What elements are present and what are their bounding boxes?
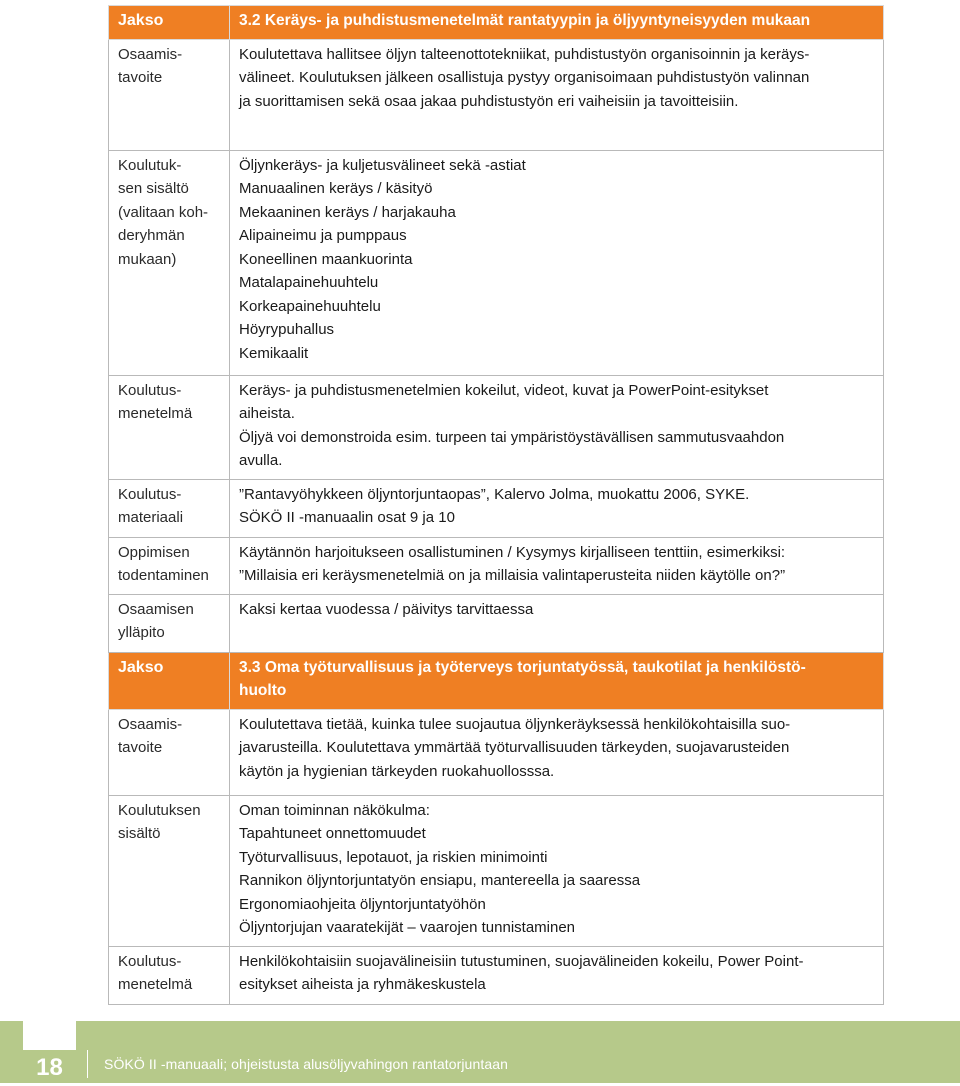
table-row <box>109 594 884 652</box>
section-header-row <box>109 652 884 709</box>
row-content: Koulutettava tietää, kuinka tulee suojautua öljynkeräyksessä henkilökohtaisilla suo- javarusteilla. Koulutettava ymmärtää työturvallisuuden tärkeyden, suojavarusteiden käytön ja hygienian tärkeyden ruokahuollosssa. <box>230 709 884 795</box>
section-header-label: Jakso <box>109 6 230 40</box>
table-row <box>109 150 884 375</box>
table-row <box>109 946 884 1004</box>
section-header-row <box>109 6 884 40</box>
row-content: ”Rantavyöhykkeen öljyntorjuntaopas”, Kalervo Jolma, muokattu 2006, SYKE. SÖKÖ II -manuaalin osat 9 ja 10 <box>230 479 884 537</box>
footer-divider <box>87 1050 88 1078</box>
row-content: Käytännön harjoitukseen osallistuminen / Kysymys kirjalliseen tenttiin, esimerkiksi: ”Millaisia eri keräysmenetelmiä on ja millaisia valintaperusteita niiden käytölle on?” <box>230 537 884 594</box>
row-label: Koulutus- materiaali <box>109 479 230 537</box>
row-content: Kaksi kertaa vuodessa / päivitys tarvittaessa <box>230 594 884 652</box>
course-table <box>108 5 884 1005</box>
table-row <box>109 479 884 537</box>
row-content: Oman toiminnan näkökulma: Tapahtuneet onnettomuudet Työturvallisuus, lepotauot, ja riskien minimointi Rannikon öljyntorjuntatyön ensiapu, mantereella ja saaressa Ergonomiaohjeita öljyntorjuntatyöhön Öljyntorjujan vaaratekijät – vaarojen tunnistaminen <box>230 795 884 946</box>
table-row <box>109 537 884 594</box>
row-content: Öljynkeräys- ja kuljetusvälineet sekä -astiat Manuaalinen keräys / käsityö Mekaaninen keräys / harjakauha Alipaineimu ja pumppaus Koneellinen maankuorinta Matalapainehuuhtelu Korkeapainehuuhtelu Höyrypuhallus Kemikaalit <box>230 150 884 375</box>
footer-title: SÖKÖ II -manuaali; ohjeistusta alusöljyvahingon rantatorjuntaan <box>104 1056 508 1072</box>
row-content: Keräys- ja puhdistusmenetelmien kokeilut, videot, kuvat ja PowerPoint-esitykset aiheista. Öljyä voi demonstroida esim. turpeen tai ympäristöystävällisen sammutusvaahdon avulla. <box>230 375 884 479</box>
section-header-label: Jakso <box>109 652 230 709</box>
row-label: Koulutus- menetelmä <box>109 946 230 1004</box>
section-header-title: 3.2 Keräys- ja puhdistusmenetelmät rantatyypin ja öljyyntyneisyyden mukaan <box>230 6 884 40</box>
row-label: Osaamisen ylläpito <box>109 594 230 652</box>
table-row <box>109 375 884 479</box>
row-label: Koulutus- menetelmä <box>109 375 230 479</box>
table-row <box>109 795 884 946</box>
table-row <box>109 709 884 795</box>
row-content: Henkilökohtaisiin suojavälineisiin tutustuminen, suojavälineiden kokeilu, Power Point- esitykset aiheista ja ryhmäkeskustela <box>230 946 884 1004</box>
row-label: Osaamis- tavoite <box>109 39 230 150</box>
page-number: 18 <box>23 1050 76 1083</box>
section-header-title: 3.3 Oma työturvallisuus ja työterveys torjuntatyössä, taukotilat ja henkilöstö- huolto <box>230 652 884 709</box>
row-label: Koulutuksen sisältö <box>109 795 230 946</box>
row-label: Oppimisen todentaminen <box>109 537 230 594</box>
row-content: Koulutettava hallitsee öljyn talteenottotekniikat, puhdistustyön organisoinnin ja keräys- välineet. Koulutuksen jälkeen osallistuja pystyy organisoimaan puhdistustyön valinnan ja suorittamisen sekä osaa jakaa puhdistustyön eri vaiheisiin ja tavoitteisiin. <box>230 39 884 150</box>
row-label: Osaamis- tavoite <box>109 709 230 795</box>
footer-bar <box>0 1021 960 1083</box>
row-label: Koulutuk- sen sisältö (valitaan koh- deryhmän mukaan) <box>109 150 230 375</box>
table-row <box>109 39 884 150</box>
